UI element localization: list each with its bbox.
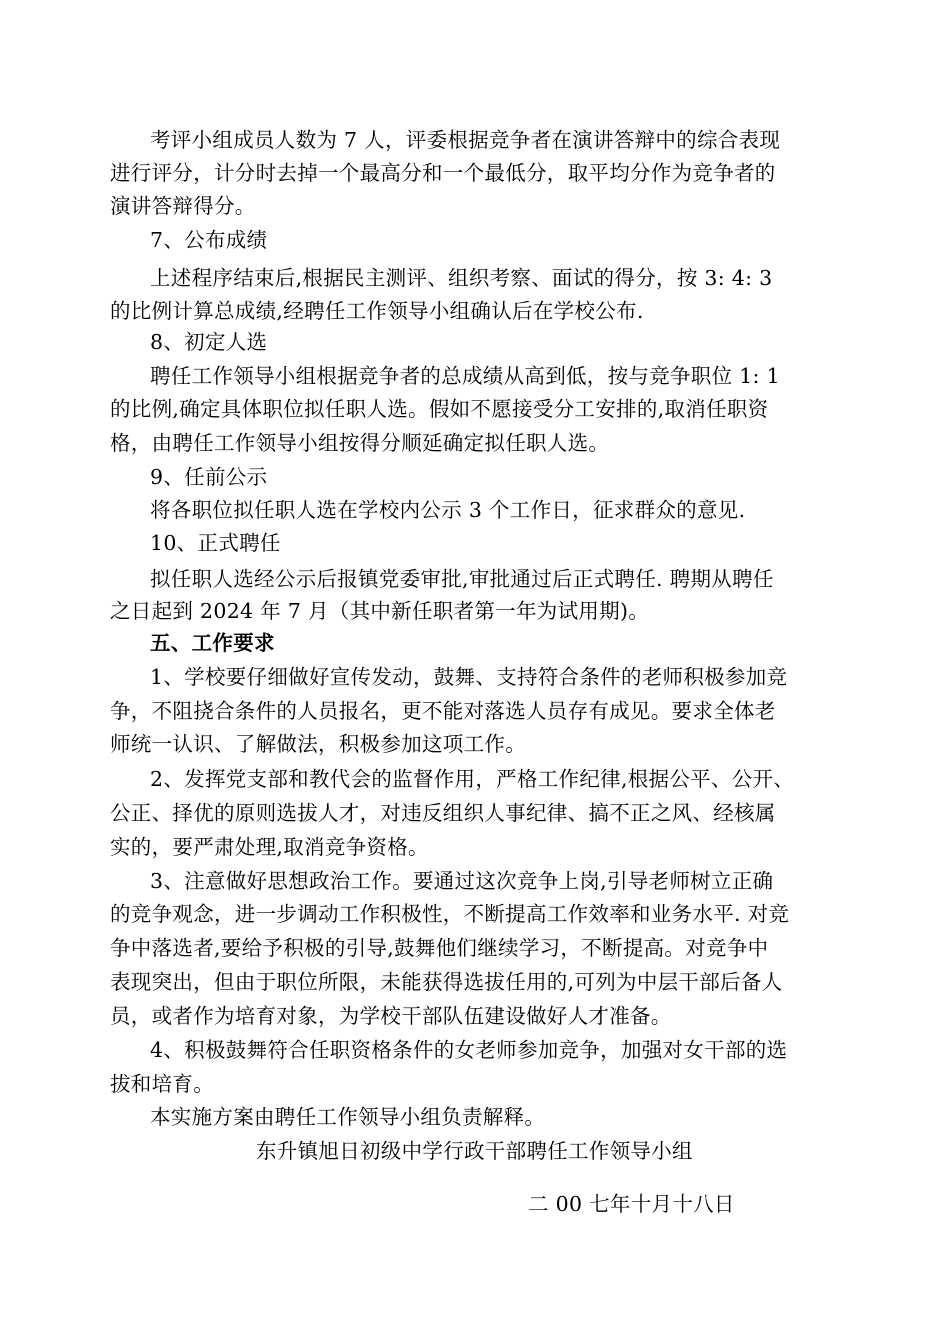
paragraph-line: 争中落选者,要给予积极的引导,鼓舞他们继续学习，不断提高。对竞争中 [110,936,769,960]
paragraph-line: 将各职位拟任职人选在学校内公示 3 个工作日，征求群众的意见. [150,498,746,522]
signature-organization: 东升镇旭日初级中学行政干部聘任工作领导小组 [256,1139,693,1163]
paragraph-line: 3、注意做好思想政治工作。要通过这次竞争上岗,引导老师树立正确 [150,869,774,893]
paragraph-line: 争，不阻挠合条件的人员报名，更不能对落选人员存有成见。要求全体老 [110,699,776,723]
paragraph-line: 的比例计算总成绩,经聘任工作领导小组确认后在学校公布. [110,299,644,323]
section-heading: 10、正式聘任 [150,531,281,555]
paragraph-line: 拟任职人选经公示后报镇党委审批,审批通过后正式聘任. 聘期从聘任 [150,567,774,591]
paragraph-line: 考评小组成员人数为 7 人，评委根据竞争者在演讲答辩中的综合表现 [150,128,781,152]
paragraph-line: 员，或者作为培育对象，为学校干部队伍建设做好人才准备。 [110,1004,672,1028]
paragraph-line: 实的，要严肃处理,取消竞争资格。 [110,835,429,859]
paragraph-line: 演讲答辩得分。 [110,194,256,218]
paragraph-line: 进行评分，计分时去掉一个最高分和一个最低分，取平均分作为竞争者的 [110,161,776,185]
paragraph-line: 的比例,确定具体职位拟任职人选。假如不愿接受分工安排的,取消任职资 [110,397,769,421]
paragraph-line: 公正、择优的原则选拔人才，对违反组织人事纪律、搞不正之风、经核属 [110,801,776,825]
paragraph-line: 聘任工作领导小组根据竞争者的总成绩从高到低，按与竞争职位 1: 1 [150,364,780,388]
paragraph-line: 的竞争观念，进一步调动工作积极性，不断提高工作效率和业务水平. 对竞 [110,902,790,926]
document-date: 二 00 七年十月十八日 [528,1192,735,1216]
paragraph-line: 4、积极鼓舞符合任职资格条件的女老师参加竞争，加强对女干部的选 [150,1038,788,1062]
paragraph-line: 本实施方案由聘任工作领导小组负责解释。 [150,1105,546,1129]
section-heading: 7、公布成绩 [150,228,268,252]
paragraph-line: 上述程序结束后,根据民主测评、组织考察、面试的得分，按 3: 4: 3 [150,266,773,290]
paragraph-line: 表现突出，但由于职位所限，未能获得选拔任用的,可列为中层干部后备人 [110,970,783,994]
section-title: 五、工作要求 [150,631,275,655]
paragraph-line: 拔和培育。 [110,1072,214,1096]
paragraph-line: 之日起到 2024 年 7 月（其中新任职者第一年为试用期)。 [110,599,650,623]
section-heading: 9、任前公示 [150,465,268,489]
paragraph-line: 格，由聘任工作领导小组按得分顺延确定拟任职人选。 [110,431,610,455]
section-heading: 8、初定人选 [150,330,268,354]
paragraph-line: 2、发挥党支部和教代会的监督作用，严格工作纪律,根据公平、公开、 [150,767,795,791]
paragraph-line: 师统一认识、了解做法，积极参加这项工作。 [110,732,526,756]
paragraph-line: 1、学校要仔细做好宣传发动，鼓舞、支持符合条件的老师积极参加竞 [150,665,788,689]
